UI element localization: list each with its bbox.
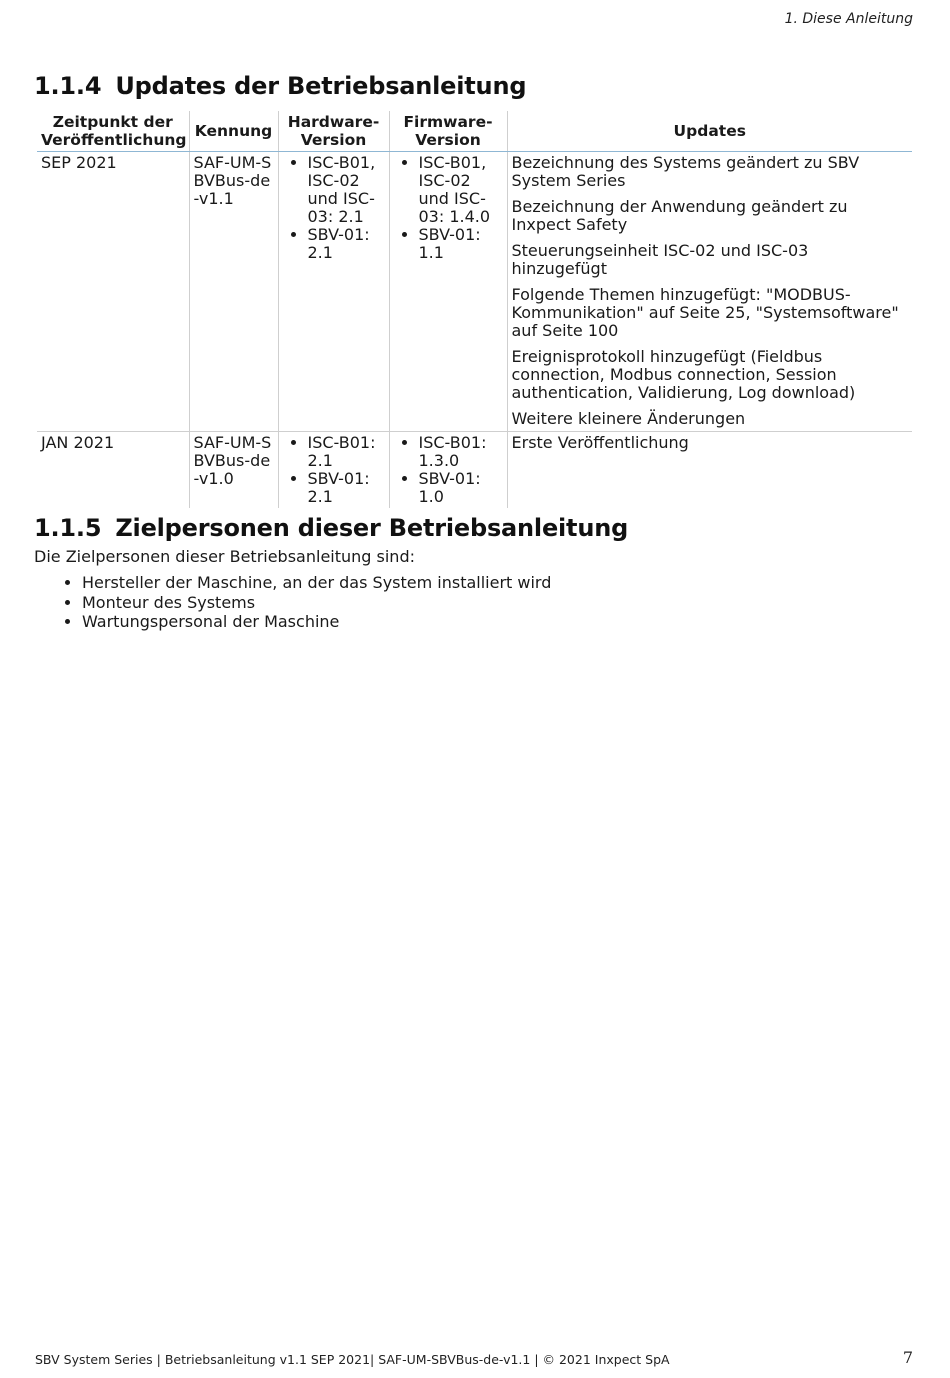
list-item: • Wartungspersonal der Maschine: [82, 612, 551, 632]
update-entry: Folgende Themen hinzugefügt: "MODBUS-Kommunikation" auf Seite 25, "Systemsoftware" auf Seite 100: [511, 285, 899, 340]
list-item: • ISC-B01: 1.3.0: [419, 434, 503, 470]
header-hardware: Hardware-Version: [278, 111, 389, 152]
update-entry: Ereignisprotokoll hinzugefügt (Fieldbus connection, Modbus connection, Session authentication, Validierung, Log download): [511, 347, 856, 402]
cell-hardware: [278, 432, 389, 509]
cell-firmware: [389, 152, 507, 432]
page-footer: SBV System Series | Betriebsanleitung v1.1 SEP 2021| SAF-UM-SBVBus-de-v1.1 | © 2021 Inxpect SpA: [35, 1352, 670, 1367]
update-entry: Erste Veröffentlichung: [511, 433, 689, 452]
update-entry: Bezeichnung des Systems geändert zu SBV System Series: [511, 153, 860, 190]
cell-firmware: [389, 432, 507, 509]
cell-id: SAF-UM-SBVBus-de-v1.0: [189, 432, 278, 509]
list-item: • SBV-01: 1.1: [419, 226, 503, 262]
target-list: [34, 573, 551, 632]
list-item: • ISC-B01: 2.1: [308, 434, 385, 470]
cell-id: SAF-UM-SBVBus-de-v1.1: [189, 152, 278, 432]
updates-table: [37, 111, 912, 508]
cell-updates: [507, 152, 912, 432]
update-entry: Bezeichnung der Anwendung geändert zu Inxpect Safety: [511, 197, 848, 234]
target-intro: Die Zielpersonen dieser Betriebsanleitung sind:: [34, 547, 415, 566]
cell-updates: [507, 432, 912, 509]
update-entry: Weitere kleinere Änderungen: [511, 409, 746, 428]
table-header-row: [37, 111, 912, 152]
list-item: • Hersteller der Maschine, an der das System installiert wird: [82, 573, 551, 593]
running-header: 1. Diese Anleitung: [784, 11, 913, 27]
section-title: Zielpersonen dieser Betriebsanleitung: [115, 514, 629, 542]
update-entry: Steuerungseinheit ISC-02 und ISC-03 hinzugefügt: [511, 241, 809, 278]
header-updates: Updates: [507, 111, 912, 152]
cell-date: SEP 2021: [37, 152, 189, 432]
cell-date: JAN 2021: [41, 433, 115, 452]
section-heading-updates: [34, 72, 526, 100]
header-firmware: Firmware-Version: [389, 111, 507, 152]
list-item: • ISC-B01, ISC-02 und ISC-03: 2.1: [308, 154, 385, 226]
list-item: • Monteur des Systems: [82, 593, 551, 613]
list-item: • SBV-01: 2.1: [308, 470, 385, 506]
page-number: 7: [902, 1348, 913, 1367]
section-number: 1.1.5: [34, 514, 102, 542]
section-title: Updates der Betriebsanleitung: [115, 72, 527, 100]
list-item: • SBV-01: 2.1: [308, 226, 385, 262]
cell-hardware: [278, 152, 389, 432]
section-heading-target: [34, 514, 628, 542]
list-item: • SBV-01: 1.0: [419, 470, 503, 506]
header-id: Kennung: [189, 111, 278, 152]
list-item: • ISC-B01, ISC-02 und ISC-03: 1.4.0: [419, 154, 503, 226]
table-row: [37, 432, 912, 509]
table-row: [37, 152, 912, 432]
section-number: 1.1.4: [34, 72, 102, 100]
header-date: Zeitpunkt der Veröffentlichung: [37, 111, 189, 152]
